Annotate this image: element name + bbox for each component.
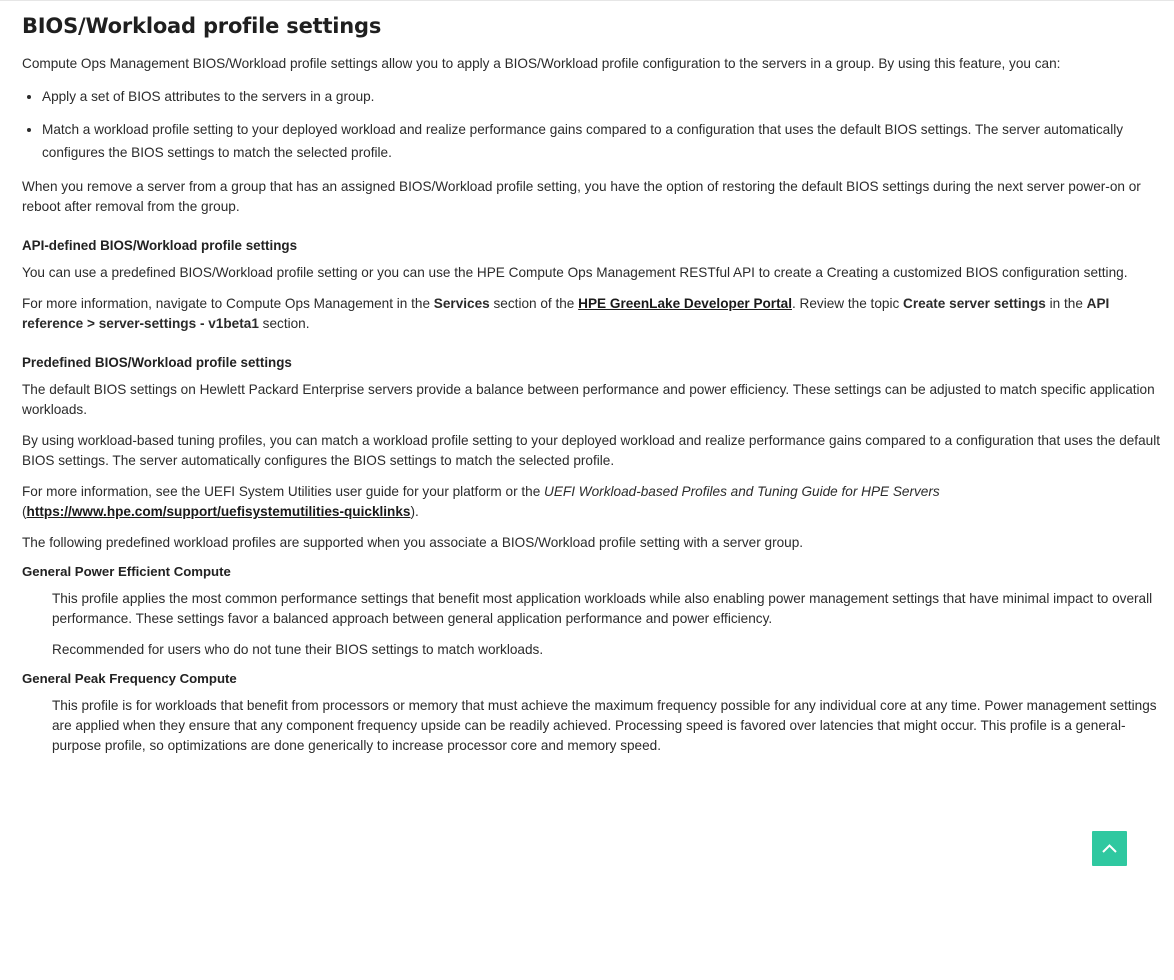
api-paragraph: You can use a predefined BIOS/Workload profile setting or you can use the HPE Compute Ops Management RESTful API to create a Creating a customized BIOS configuration setting. — [22, 265, 1128, 280]
predefined-paragraph-3: For more information, see the UEFI System Utilities user guide for your platform or the UEFI Workload-based Profiles and Tuning Guide for HPE Servers (https://www.hpe.com/support/uefisystemutilities-quicklinks). — [22, 484, 940, 519]
api-reference-label: API reference > server-settings - v1beta1 — [22, 296, 1110, 331]
feature-list — [22, 85, 1168, 164]
profile-body-peak-frequency — [52, 696, 1168, 756]
profile-body-power-efficient — [52, 589, 1168, 660]
predefined-paragraph-2: By using workload-based tuning profiles, you can match a workload profile setting to your deployed workload and realize performance gains compared to a configuration that uses the default BIOS settings. The server automatically configures the BIOS settings to match the selected profile. — [22, 433, 1161, 468]
topic-label: Create server settings — [903, 296, 1046, 311]
profile-heading-power-efficient: General Power Efficient Compute — [22, 564, 231, 579]
api-section-heading: API-defined BIOS/Workload profile settings — [22, 238, 298, 253]
developer-portal-link[interactable]: HPE GreenLake Developer Portal — [578, 296, 792, 311]
page-title: BIOS/Workload profile settings — [22, 14, 382, 38]
guide-title: UEFI Workload-based Profiles and Tuning Guide for HPE Servers — [544, 484, 940, 499]
profile-note: Recommended for users who do not tune their BIOS settings to match workloads. — [52, 642, 544, 657]
predefined-paragraph-4: The following predefined workload profiles are supported when you associate a BIOS/Workload profile setting with a server group. — [22, 535, 804, 550]
chevron-up-icon — [1101, 841, 1118, 856]
article — [22, 14, 1168, 767]
list-item: • Apply a set of BIOS attributes to the servers in a group. — [42, 85, 1168, 108]
intro-paragraph: Compute Ops Management BIOS/Workload profile settings allow you to apply a BIOS/Workload profile configuration to the servers in a group. By using this feature, you can: — [22, 56, 1061, 71]
api-more-info-paragraph: For more information, navigate to Compute Ops Management in the Services section of the HPE GreenLake Developer Portal. Review the topic Create server settings in the API reference > server-settings - v1beta1 section. — [22, 296, 1110, 331]
services-label: Services — [433, 296, 490, 311]
scroll-to-top-button[interactable] — [1092, 831, 1127, 866]
remove-server-paragraph: When you remove a server from a group that has an assigned BIOS/Workload profile setting, you have the option of restoring the default BIOS settings during the next server power-on or reboot after removal from the group. — [22, 179, 1141, 214]
list-item: • Match a workload profile setting to your deployed workload and realize performance gains compared to a configuration that uses the default BIOS settings. The server automatically configures the BIOS settings to match the selected profile. — [42, 118, 1168, 164]
profile-description: This profile is for workloads that benefit from processors or memory that must achieve the maximum frequency possible for any individual core at any time. Power management settings are applied when they ensure that any component frequency upside can be readily achieved. Processing speed is favored over latencies that might occur. This profile is a general-purpose profile, so optimizations are done generically to increase processor core and memory speed. — [52, 698, 1157, 753]
profile-description: This profile applies the most common performance settings that benefit most application workloads while also enabling power management settings that have minimal impact to overall performance. These settings favor a balanced approach between general application performance and power efficiency. — [52, 591, 1153, 626]
top-divider — [0, 0, 1174, 1]
profile-heading-peak-frequency: General Peak Frequency Compute — [22, 671, 237, 686]
predefined-section-heading: Predefined BIOS/Workload profile settings — [22, 355, 292, 370]
uefi-quicklinks-link[interactable]: https://www.hpe.com/support/uefisystemutilities-quicklinks — [26, 504, 411, 519]
predefined-paragraph-1: The default BIOS settings on Hewlett Packard Enterprise servers provide a balance between performance and power efficiency. These settings can be adjusted to match specific application workloads. — [22, 382, 1155, 417]
